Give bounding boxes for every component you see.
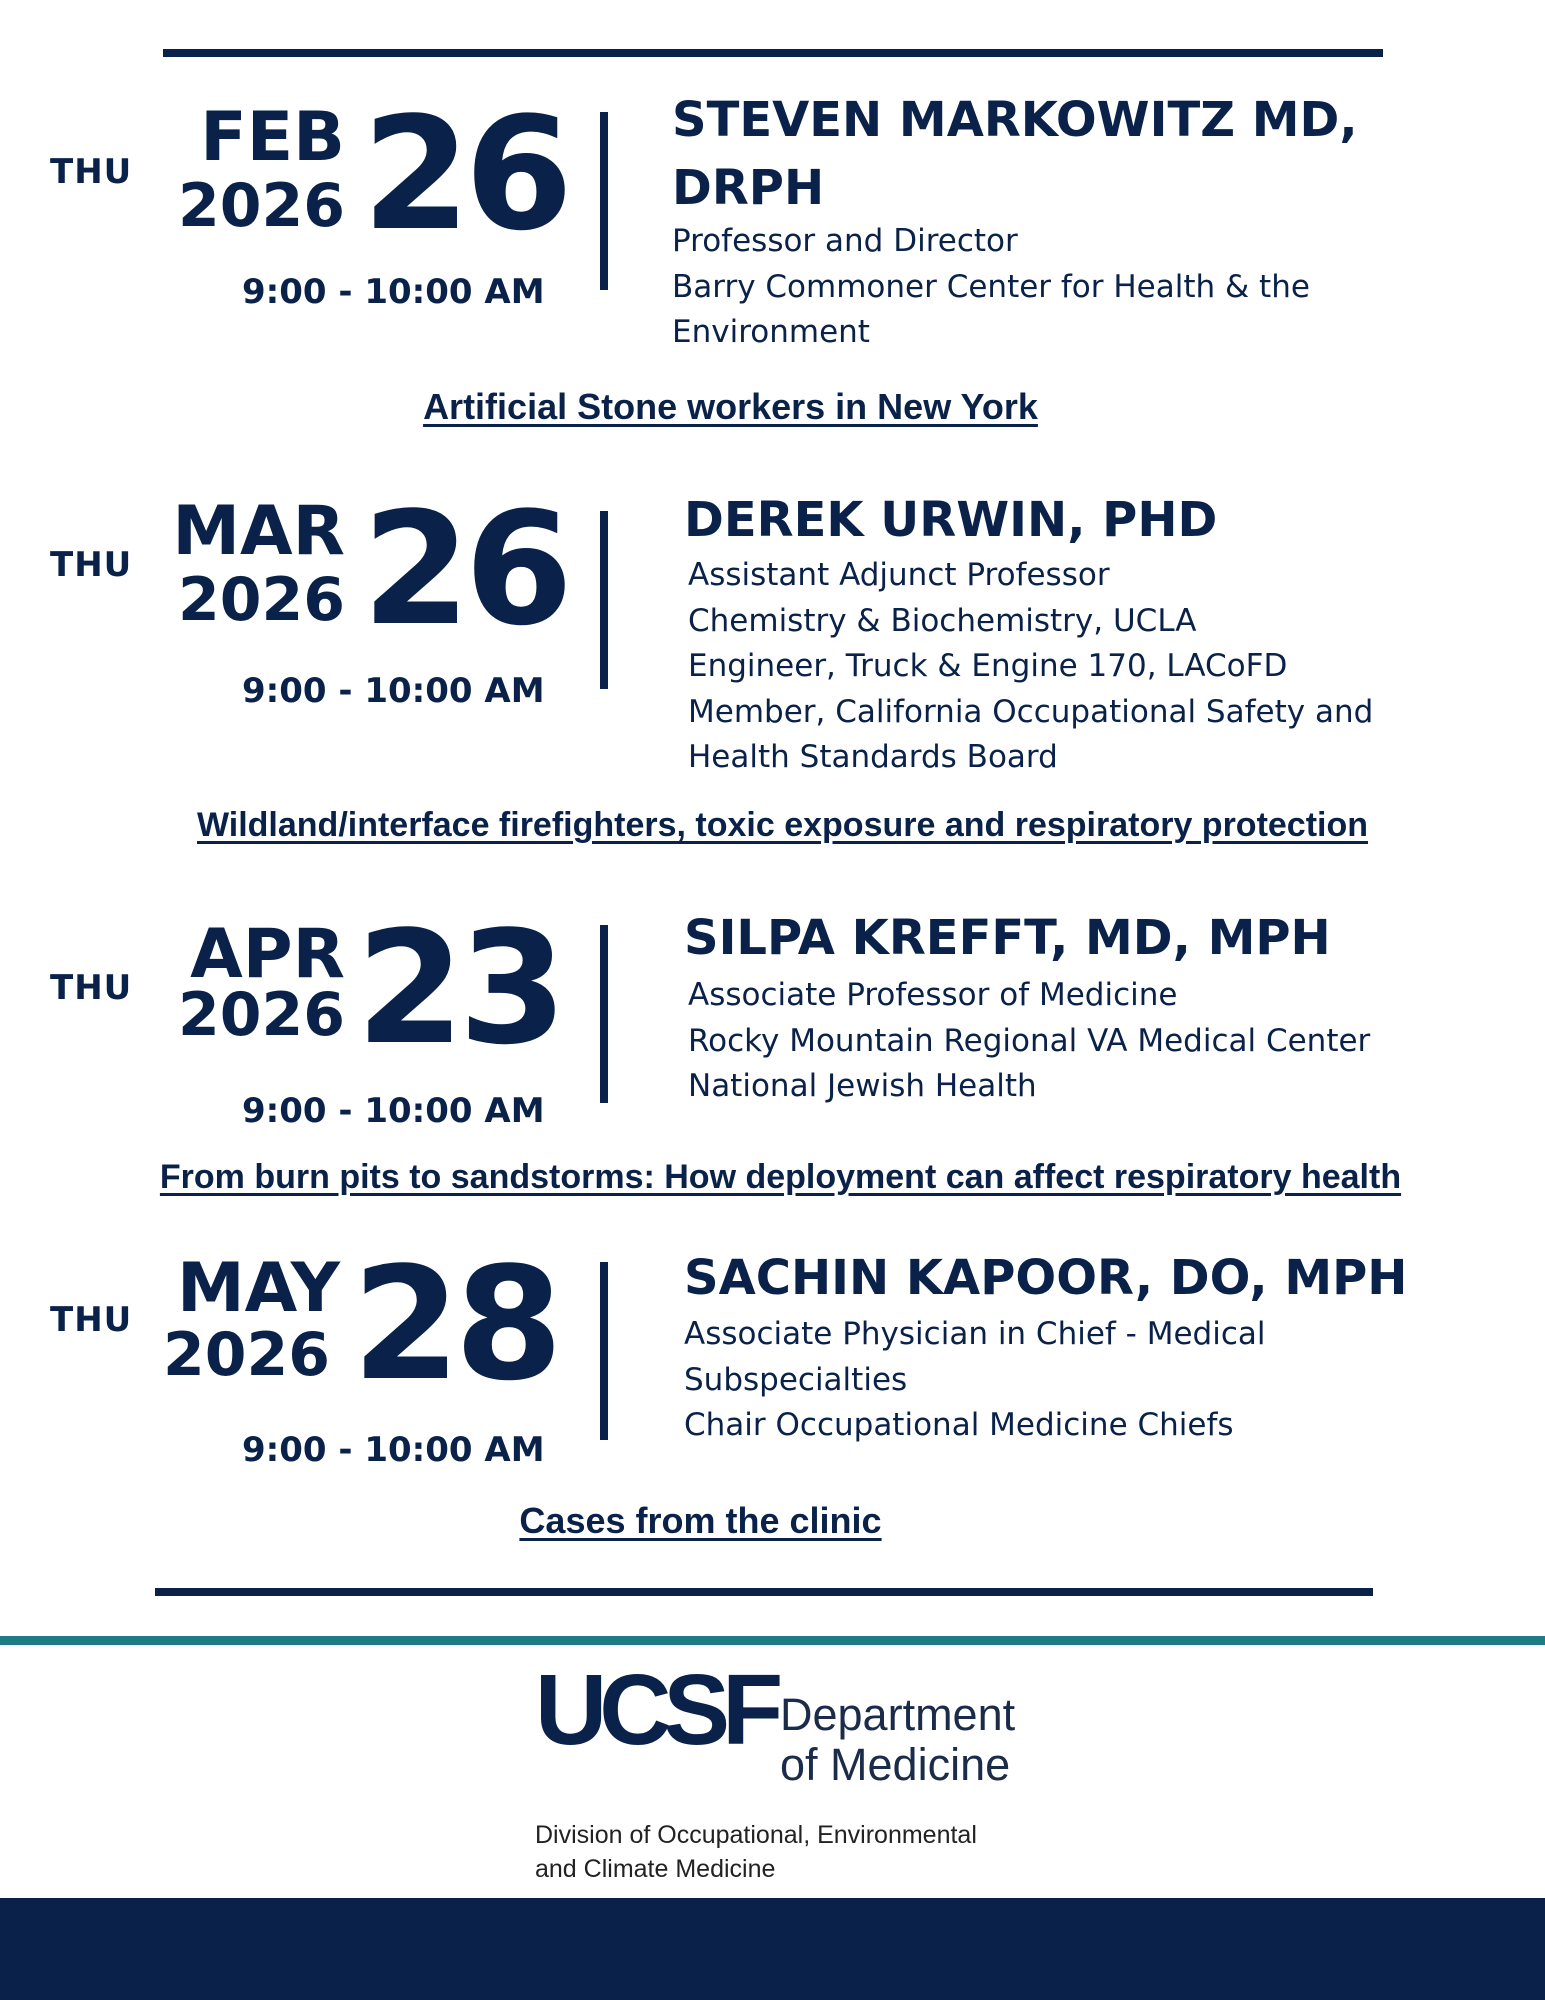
talk-title[interactable]: Artificial Stone workers in New York <box>423 386 1038 427</box>
event-year: 2026 <box>178 171 345 241</box>
footer-band <box>0 1898 1545 2000</box>
role-line: Member, California Occupational Safety and <box>688 693 1374 730</box>
department-name: Department of Medicine <box>780 1689 1016 1790</box>
speaker-roles <box>672 219 1532 356</box>
event-day: 23 <box>356 897 562 1079</box>
role-line: Associate Physician in Chief - Medical <box>684 1316 1266 1352</box>
event-year: 2026 <box>163 1320 330 1390</box>
role-line: Chemistry & Biochemistry, UCLA <box>688 602 1197 639</box>
speaker-roles <box>684 1312 1544 1449</box>
day-of-week: THU <box>50 968 133 1008</box>
event-month: FEB <box>200 98 345 177</box>
day-of-week: THU <box>50 152 133 192</box>
event-time: 9:00 - 10:00 AM <box>242 671 545 711</box>
day-of-week: THU <box>50 1300 133 1340</box>
talk-title[interactable]: From burn pits to sandstorms: How deployment can affect respiratory health <box>159 1158 1402 1196</box>
top-divider <box>163 49 1383 57</box>
speaker-name: SILPA KREFFT, MD, MPH <box>684 910 1331 966</box>
vertical-divider <box>600 1262 608 1440</box>
event-time: 9:00 - 10:00 AM <box>242 272 545 312</box>
event-time: 9:00 - 10:00 AM <box>242 1430 545 1470</box>
role-line: Chair Occupational Medicine Chiefs <box>684 1407 1234 1443</box>
role-line: Professor and Director <box>672 223 1018 259</box>
role-line: Barry Commoner Center for Health & the <box>672 268 1310 305</box>
role-line: Engineer, Truck & Engine 170, LACoFD <box>688 648 1288 684</box>
role-line: Rocky Mountain Regional VA Medical Center <box>688 1022 1371 1059</box>
vertical-divider <box>600 511 608 689</box>
role-line: Associate Professor of Medicine <box>688 977 1178 1013</box>
event-year: 2026 <box>178 980 345 1050</box>
event-year: 2026 <box>178 565 345 635</box>
event-month: MAR <box>172 492 345 571</box>
role-line: National Jewish Health <box>688 1068 1037 1104</box>
role-line: Health Standards Board <box>688 739 1058 775</box>
event-day: 26 <box>362 478 568 660</box>
role-line: Subspecialties <box>684 1361 908 1398</box>
speaker-roles <box>688 973 1545 1110</box>
event-month: APR <box>190 915 345 994</box>
division-name: Division of Occupational, Environmental and Climate Medicine <box>535 1821 977 1883</box>
day-of-week: THU <box>50 545 133 585</box>
role-line: Environment <box>672 314 870 350</box>
talk-title[interactable]: Wildland/interface firefighters, toxic exposure and respiratory protection <box>196 806 1369 844</box>
speaker-roles <box>688 553 1545 781</box>
role-line: Assistant Adjunct Professor <box>688 557 1110 593</box>
vertical-divider <box>600 112 608 290</box>
teal-stripe <box>0 1636 1545 1645</box>
vertical-divider <box>600 925 608 1103</box>
event-month: MAY <box>176 1249 340 1328</box>
bottom-divider <box>155 1588 1373 1596</box>
event-day: 28 <box>352 1233 558 1415</box>
event-time: 9:00 - 10:00 AM <box>242 1091 545 1131</box>
speaker-name: SACHIN KAPOOR, DO, MPH <box>684 1250 1408 1306</box>
ucsf-logo-mark: UCSF <box>535 1654 776 1766</box>
speaker-name: STEVEN MARKOWITZ MD, DRPH <box>672 92 1358 216</box>
speaker-name: DEREK URWIN, PHD <box>684 492 1218 548</box>
talk-title[interactable]: Cases from the clinic <box>519 1500 882 1541</box>
event-day: 26 <box>362 83 568 265</box>
